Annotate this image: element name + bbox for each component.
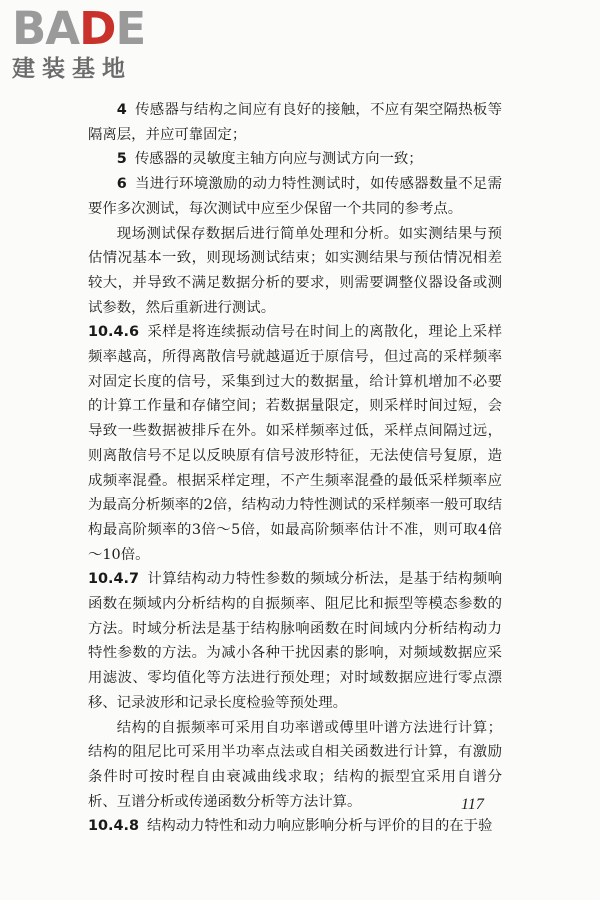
list-item [88, 147, 502, 172]
item-text: 传感器的灵敏度主轴方向应与测试方向一致； [134, 151, 423, 168]
paragraph-methods: 结构的自振频率可采用自功率谱或傅里叶谱方法进行计算；结构的阻尼比可采用半功率点法或自相关函数进行计算，有激励条件时可按时程自由衰减曲线求取；结构的振型宜采用自谱分析、互谱分析或传递函数分析等方法计算。 [88, 719, 502, 810]
section-number: 10.4.6 [88, 324, 139, 341]
logo-letter-d: D [79, 2, 116, 55]
section-number: 10.4.8 [88, 818, 139, 835]
list-item [88, 172, 502, 221]
item-number: 4 [116, 102, 127, 118]
item-text: 当进行环境激励的动力特性测试时，如传感器数量不足需要作多次测试，每次测试中应至少保留一个共同的参考点。 [88, 176, 502, 217]
logo-letters-ba: BA [12, 2, 80, 55]
body-text [88, 98, 502, 839]
logo-letter-e: E [115, 2, 146, 55]
logo-subtitle: 建装基地 [12, 56, 132, 82]
section-text: 计算结构动力特性参数的频域分析法，是基于结构频响函数在频域内分析结构的自振频率、阻尼比和振型等模态参数的方法。时域分析法是基于结构脉响函数在时间域内分析结构动力特性参数的方法。为减小各种干扰因素的影响，对频域数据应采用滤波、零均值化等方法进行预处理；对时域数据应进行零点漂移、记录波形和记录长度检验等预处理。 [88, 571, 502, 711]
section-10-4-6 [88, 320, 502, 567]
item-text: 传感器与结构之间应有良好的接触，不应有架空隔热板等隔离层，并应可靠固定； [88, 102, 502, 143]
section-text: 采样是将连续振动信号在时间上的离散化，理论上采样频率越高，所得离散信号就越逼近于原信号，但过高的采样频率对固定长度的信号，采集到过大的数据量，给计算机增加不必要的计算工作量和存储空间；若数据量限定，则采样时间过短，会导致一些数据被排斥在外。如采样频率过低，采样点间隔过远，则离散信号不足以反映原有信号波形特征，无法使信号复原，造成频率混叠。根据采样定理，不产生频率混叠的最低采样频率应为最高分析频率的2倍，结构动力特性测试的采样频率一般可取结构最高阶频率的3倍～5倍，如最高阶频率估计不准，则可取4倍～10倍。 [88, 324, 502, 563]
section-10-4-8 [88, 814, 502, 839]
logo-wordmark [12, 2, 182, 55]
paragraph-field-test: 现场测试保存数据后进行简单处理和分析。如实测结果与预估情况基本一致，则现场测试结束；如实测结果与预估情况相差较大，并导致不满足数据分析的要求，则需要调整仪器设备或测试参数，然后重新进行测试。 [88, 225, 502, 316]
bade-logo [12, 2, 182, 90]
list-item [88, 98, 502, 147]
section-number: 10.4.7 [88, 571, 139, 588]
page-number: 117 [461, 796, 484, 813]
item-number: 5 [116, 151, 127, 168]
section-text: 结构动力特性和动力响应影响分析与评价的目的在于验 [147, 818, 493, 835]
section-10-4-7 [88, 567, 502, 715]
item-number: 6 [116, 176, 127, 193]
